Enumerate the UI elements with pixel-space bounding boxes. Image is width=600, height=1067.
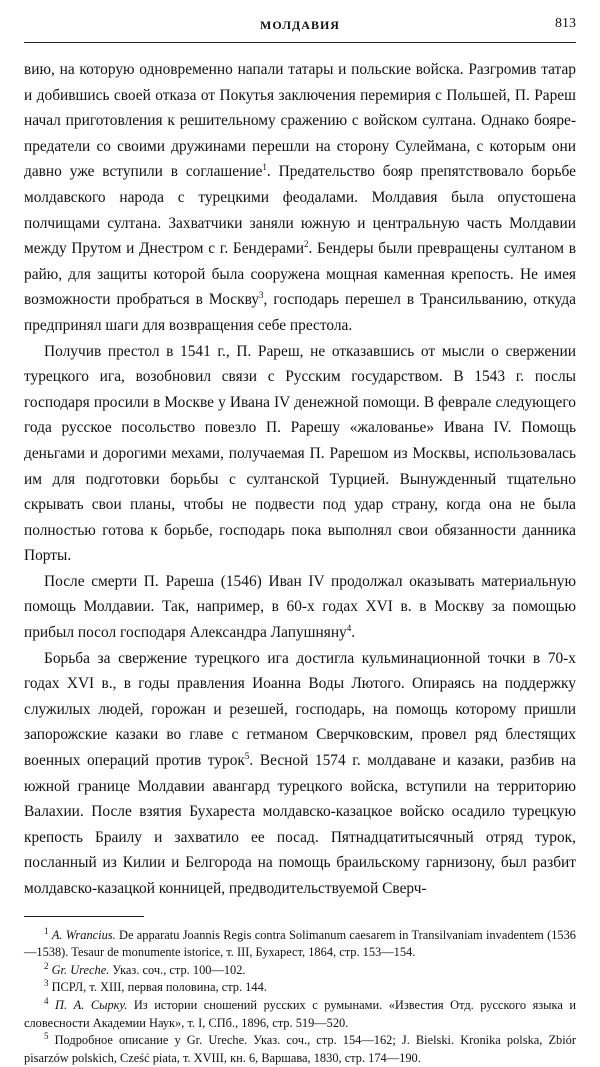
paragraph-4 [24, 646, 576, 902]
footnote-4 [24, 997, 576, 1032]
body-text [24, 57, 576, 902]
paragraph-1 [24, 57, 576, 339]
paragraph-2 [24, 339, 576, 569]
footnote-author: A. Wrancius. [51, 927, 116, 942]
footnote-number: 5 [44, 1031, 49, 1042]
text-segment: . Бендеры были превращены султаном в райю, для защиты которой была сооружена мощная каменная крепость. Не имея возможности пробраться в Москву [24, 240, 576, 309]
footnote-text: ПСРЛ, т. XIII, первая половина, стр. 144. [48, 980, 267, 995]
footnote-ref: 4 [346, 622, 352, 633]
footnote-text: De apparatu Joannis Regis contra Solimanum caesarem in Transilvaniam invadentem (1536—1538). Tesaur de monumente istorice, т. III, Бухарест, 1864, стр. 153—154. [24, 927, 576, 960]
text-segment: . Весной 1574 г. молдаване и казаки, разбив на южной границе Молдавии авангард турецкого войска, вступили на территорию Валахии. После взятия Бухареста молдавско-казацкое войско осадило турецкую крепость Браилу и захватило ее посад. Пятнадцатитысячный отряд турок, посланный из Килии и Белгорода на помощь браильскому гарнизону, был разбит молдавско-казацкой конницей, предводительствуемой Сверч- [24, 752, 577, 897]
footnote-ref: 2 [303, 239, 309, 250]
running-title: МОЛДАВИЯ [260, 18, 340, 32]
footnote-ref: 5 [244, 750, 250, 761]
footnote-2 [24, 962, 576, 980]
footnote-text: Подробное описание у Gr. Ureche. Указ. соч., стр. 154—162; J. Bielski. Kronika polska, Zbiór pisarzów polskich, Cześć piata, т. XVIII, кн. 6, Варшава, 1830, стр. 174—190. [24, 1033, 576, 1065]
footnote-ref: 1 [262, 162, 267, 173]
footnote-ref: 3 [259, 290, 264, 301]
footnote-author: П. А. Сырку. [55, 997, 128, 1012]
paragraph-3 [24, 569, 576, 646]
footnote-text: Указ. соч., стр. 100—102. [109, 962, 246, 977]
footnote-author: Gr. Ureche. [51, 962, 110, 977]
footnote-number: 1 [44, 925, 49, 936]
text-segment: Борьба за свержение турецкого ига достигла кульминационной точки в 70-х годах XVI в., в годы правления Иоанна Воды Лютого. Опираясь на поддержку служилых людей, горожан и резешей, господарь, на помощь которому пришли запорожские казаки во главе с гетманом Сверчковским, провел ряд блестящих военных операций против турок [24, 649, 576, 770]
footnote-1 [24, 927, 576, 962]
footnotes [24, 927, 576, 1067]
text-segment: . Предательство бояр препятствовало борьбе молдавского народа с турецкими феодалами. Молдавия была опустошена полчищами султана. Захватчики заняли южную и центральную часть Молдавии между Прутом и Днестром с г. Бендерами [24, 163, 576, 258]
text-segment: . [351, 624, 356, 642]
text-segment: Получив престол в 1541 г., П. Рареш, не отказавшись от мысли о свержении турецкого ига, возобновил связи с Русским государством. В 1543 г. послы господаря просили в Москве у Ивана IV денежной помощи. В феврале следующего года русское посольство повезло П. Рарешу «жалованье» Ивана IV. Помощь деньгами и дорогими мехами, получаемая П. Рарешом из Москвы, использовалась им для подготовки борьбы с султанской Турцией. Вынужденный тщательно скрывать свои планы, чтобы не подвести под удар страну, когда она не была полностью готова к борьбе, господарь пока выполнял свои обязанности данника Порты. [24, 342, 576, 565]
footnote-number: 3 [44, 978, 49, 989]
page-header [24, 14, 576, 43]
footnote-3 [24, 979, 576, 997]
footnote-number: 4 [44, 995, 49, 1006]
text-segment: вию, на которую одновременно напали татары и польские войска. Разгромив татар и добившись своей отказа от Покутья заключения перемирия с Польшей, П. Рареш начал приготовления к решительному сражению с войском султана. Однако бояре-предатели со своими дружинами перешли на сторону Сулеймана, с которым они давно уже вступили в соглашение [24, 61, 576, 181]
page-number: 813 [555, 16, 576, 31]
footnote-separator [24, 916, 144, 917]
footnote-5 [24, 1032, 576, 1067]
text-segment: , господарь перешел в Трансильванию, откуда предпринял шаги для возвращения себе престола. [24, 291, 576, 334]
footnote-text: Из истории сношений русских с румынами. «Известия Отд. русского языка и словесности Академии Наук», т. I, СПб., 1896, стр. 519—520. [24, 997, 577, 1030]
text-segment: После смерти П. Рареша (1546) Иван IV продолжал оказывать материальную помощь Молдавии. Так, например, в 60-х годах XVI в. в Москву за помощью прибыл посол господаря Александра Лапушняну [24, 572, 576, 642]
footnote-number: 2 [44, 960, 49, 971]
